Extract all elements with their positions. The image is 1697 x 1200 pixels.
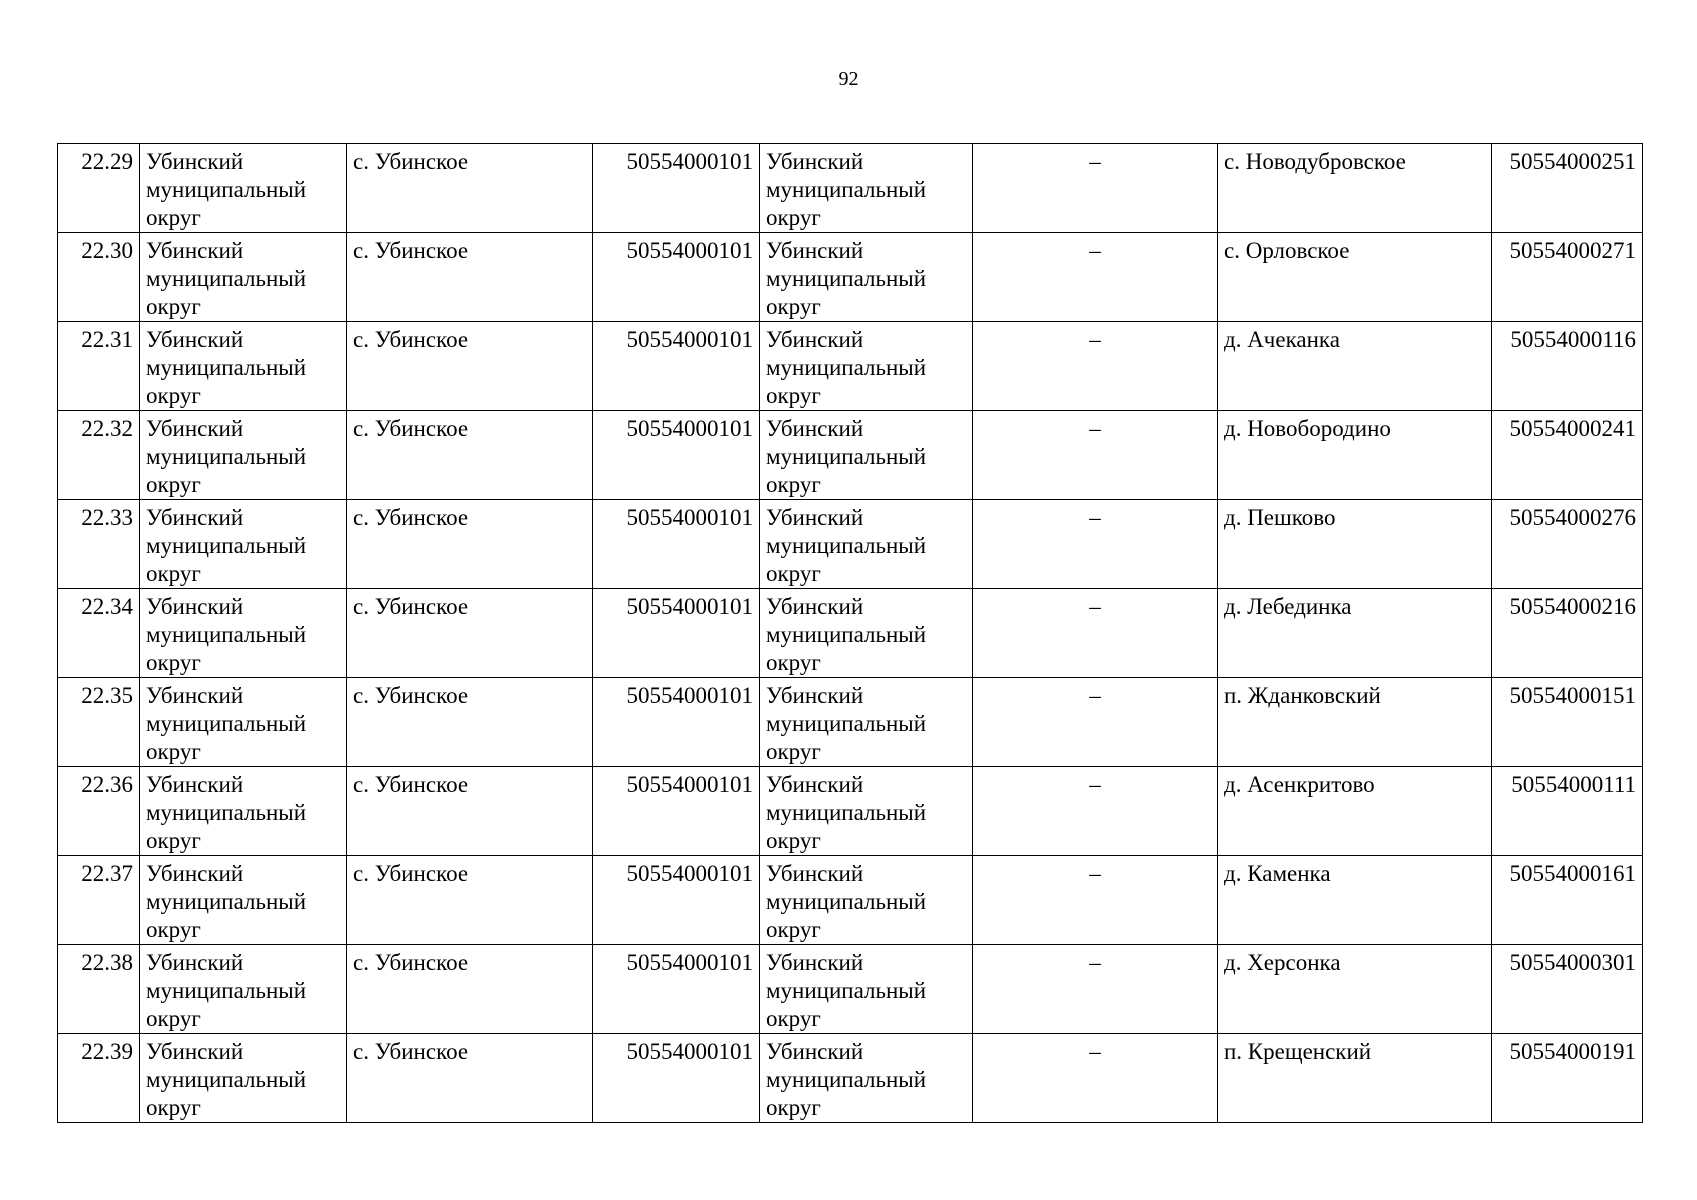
settlement-code-cell: 50554000111: [1492, 767, 1643, 856]
settlement-code-cell: 50554000241: [1492, 411, 1643, 500]
center-code-cell: 50554000101: [593, 856, 760, 945]
settlement-code-cell: 50554000271: [1492, 233, 1643, 322]
table-body: [58, 144, 1643, 1123]
center-code-cell: 50554000101: [593, 678, 760, 767]
district-cell: Убинский муниципальный округ: [140, 500, 347, 589]
district-cell: Убинский муниципальный округ: [140, 767, 347, 856]
center-cell: с. Убинское: [347, 322, 593, 411]
table-row: [58, 233, 1643, 322]
center-code-cell: 50554000101: [593, 144, 760, 233]
table-row: [58, 1034, 1643, 1123]
district2-cell: Убинский муниципальный округ: [760, 945, 973, 1034]
settlement-cell: п. Жданковский: [1218, 678, 1492, 767]
district2-cell: Убинский муниципальный округ: [760, 589, 973, 678]
table-row: [58, 678, 1643, 767]
district-cell: Убинский муниципальный округ: [140, 678, 347, 767]
settlement-cell: д. Пешково: [1218, 500, 1492, 589]
district-cell: Убинский муниципальный округ: [140, 233, 347, 322]
center-cell: с. Убинское: [347, 1034, 593, 1123]
row-number-cell: 22.39: [58, 1034, 140, 1123]
settlement-code-cell: 50554000251: [1492, 144, 1643, 233]
center-cell: с. Убинское: [347, 144, 593, 233]
district2-cell: Убинский муниципальный округ: [760, 322, 973, 411]
dash-cell: –: [973, 678, 1218, 767]
center-cell: с. Убинское: [347, 411, 593, 500]
dash-cell: –: [973, 500, 1218, 589]
center-code-cell: 50554000101: [593, 233, 760, 322]
page-number: 92: [838, 68, 859, 90]
table-row: [58, 589, 1643, 678]
district-cell: Убинский муниципальный округ: [140, 589, 347, 678]
row-number-cell: 22.32: [58, 411, 140, 500]
row-number-cell: 22.34: [58, 589, 140, 678]
district-cell: Убинский муниципальный округ: [140, 322, 347, 411]
table-row: [58, 856, 1643, 945]
center-cell: с. Убинское: [347, 589, 593, 678]
district2-cell: Убинский муниципальный округ: [760, 500, 973, 589]
center-cell: с. Убинское: [347, 500, 593, 589]
dash-cell: –: [973, 322, 1218, 411]
center-code-cell: 50554000101: [593, 500, 760, 589]
table-row: [58, 945, 1643, 1034]
district-cell: Убинский муниципальный округ: [140, 945, 347, 1034]
district2-cell: Убинский муниципальный округ: [760, 233, 973, 322]
district2-cell: Убинский муниципальный округ: [760, 411, 973, 500]
settlement-cell: д. Ачеканка: [1218, 322, 1492, 411]
settlement-cell: д. Новобородино: [1218, 411, 1492, 500]
dash-cell: –: [973, 233, 1218, 322]
center-code-cell: 50554000101: [593, 1034, 760, 1123]
settlement-cell: с. Орловское: [1218, 233, 1492, 322]
settlement-cell: п. Крещенский: [1218, 1034, 1492, 1123]
settlement-code-cell: 50554000191: [1492, 1034, 1643, 1123]
center-cell: с. Убинское: [347, 233, 593, 322]
center-cell: с. Убинское: [347, 945, 593, 1034]
settlement-code-cell: 50554000151: [1492, 678, 1643, 767]
table-row: [58, 322, 1643, 411]
row-number-cell: 22.37: [58, 856, 140, 945]
district-cell: Убинский муниципальный округ: [140, 144, 347, 233]
settlement-code-cell: 50554000276: [1492, 500, 1643, 589]
table-row: [58, 411, 1643, 500]
dash-cell: –: [973, 767, 1218, 856]
settlement-cell: д. Херсонка: [1218, 945, 1492, 1034]
center-cell: с. Убинское: [347, 767, 593, 856]
center-code-cell: 50554000101: [593, 945, 760, 1034]
row-number-cell: 22.38: [58, 945, 140, 1034]
dash-cell: –: [973, 411, 1218, 500]
district2-cell: Убинский муниципальный округ: [760, 767, 973, 856]
table-row: [58, 767, 1643, 856]
table-row: [58, 144, 1643, 233]
row-number-cell: 22.29: [58, 144, 140, 233]
settlement-cell: с. Новодубровское: [1218, 144, 1492, 233]
district-cell: Убинский муниципальный округ: [140, 411, 347, 500]
settlement-cell: д. Асенкритово: [1218, 767, 1492, 856]
center-code-cell: 50554000101: [593, 411, 760, 500]
row-number-cell: 22.36: [58, 767, 140, 856]
settlement-code-cell: 50554000116: [1492, 322, 1643, 411]
dash-cell: –: [973, 589, 1218, 678]
row-number-cell: 22.33: [58, 500, 140, 589]
district-cell: Убинский муниципальный округ: [140, 1034, 347, 1123]
center-code-cell: 50554000101: [593, 767, 760, 856]
center-cell: с. Убинское: [347, 856, 593, 945]
district2-cell: Убинский муниципальный округ: [760, 678, 973, 767]
dash-cell: –: [973, 945, 1218, 1034]
dash-cell: –: [973, 1034, 1218, 1123]
district-cell: Убинский муниципальный округ: [140, 856, 347, 945]
center-code-cell: 50554000101: [593, 322, 760, 411]
dash-cell: –: [973, 856, 1218, 945]
settlements-table: [57, 143, 1643, 1123]
settlement-code-cell: 50554000301: [1492, 945, 1643, 1034]
center-cell: с. Убинское: [347, 678, 593, 767]
row-number-cell: 22.35: [58, 678, 140, 767]
district2-cell: Убинский муниципальный округ: [760, 1034, 973, 1123]
center-code-cell: 50554000101: [593, 589, 760, 678]
settlement-cell: д. Каменка: [1218, 856, 1492, 945]
settlement-code-cell: 50554000161: [1492, 856, 1643, 945]
settlement-cell: д. Лебединка: [1218, 589, 1492, 678]
settlement-code-cell: 50554000216: [1492, 589, 1643, 678]
row-number-cell: 22.31: [58, 322, 140, 411]
district2-cell: Убинский муниципальный округ: [760, 856, 973, 945]
dash-cell: –: [973, 144, 1218, 233]
district2-cell: Убинский муниципальный округ: [760, 144, 973, 233]
table-row: [58, 500, 1643, 589]
row-number-cell: 22.30: [58, 233, 140, 322]
